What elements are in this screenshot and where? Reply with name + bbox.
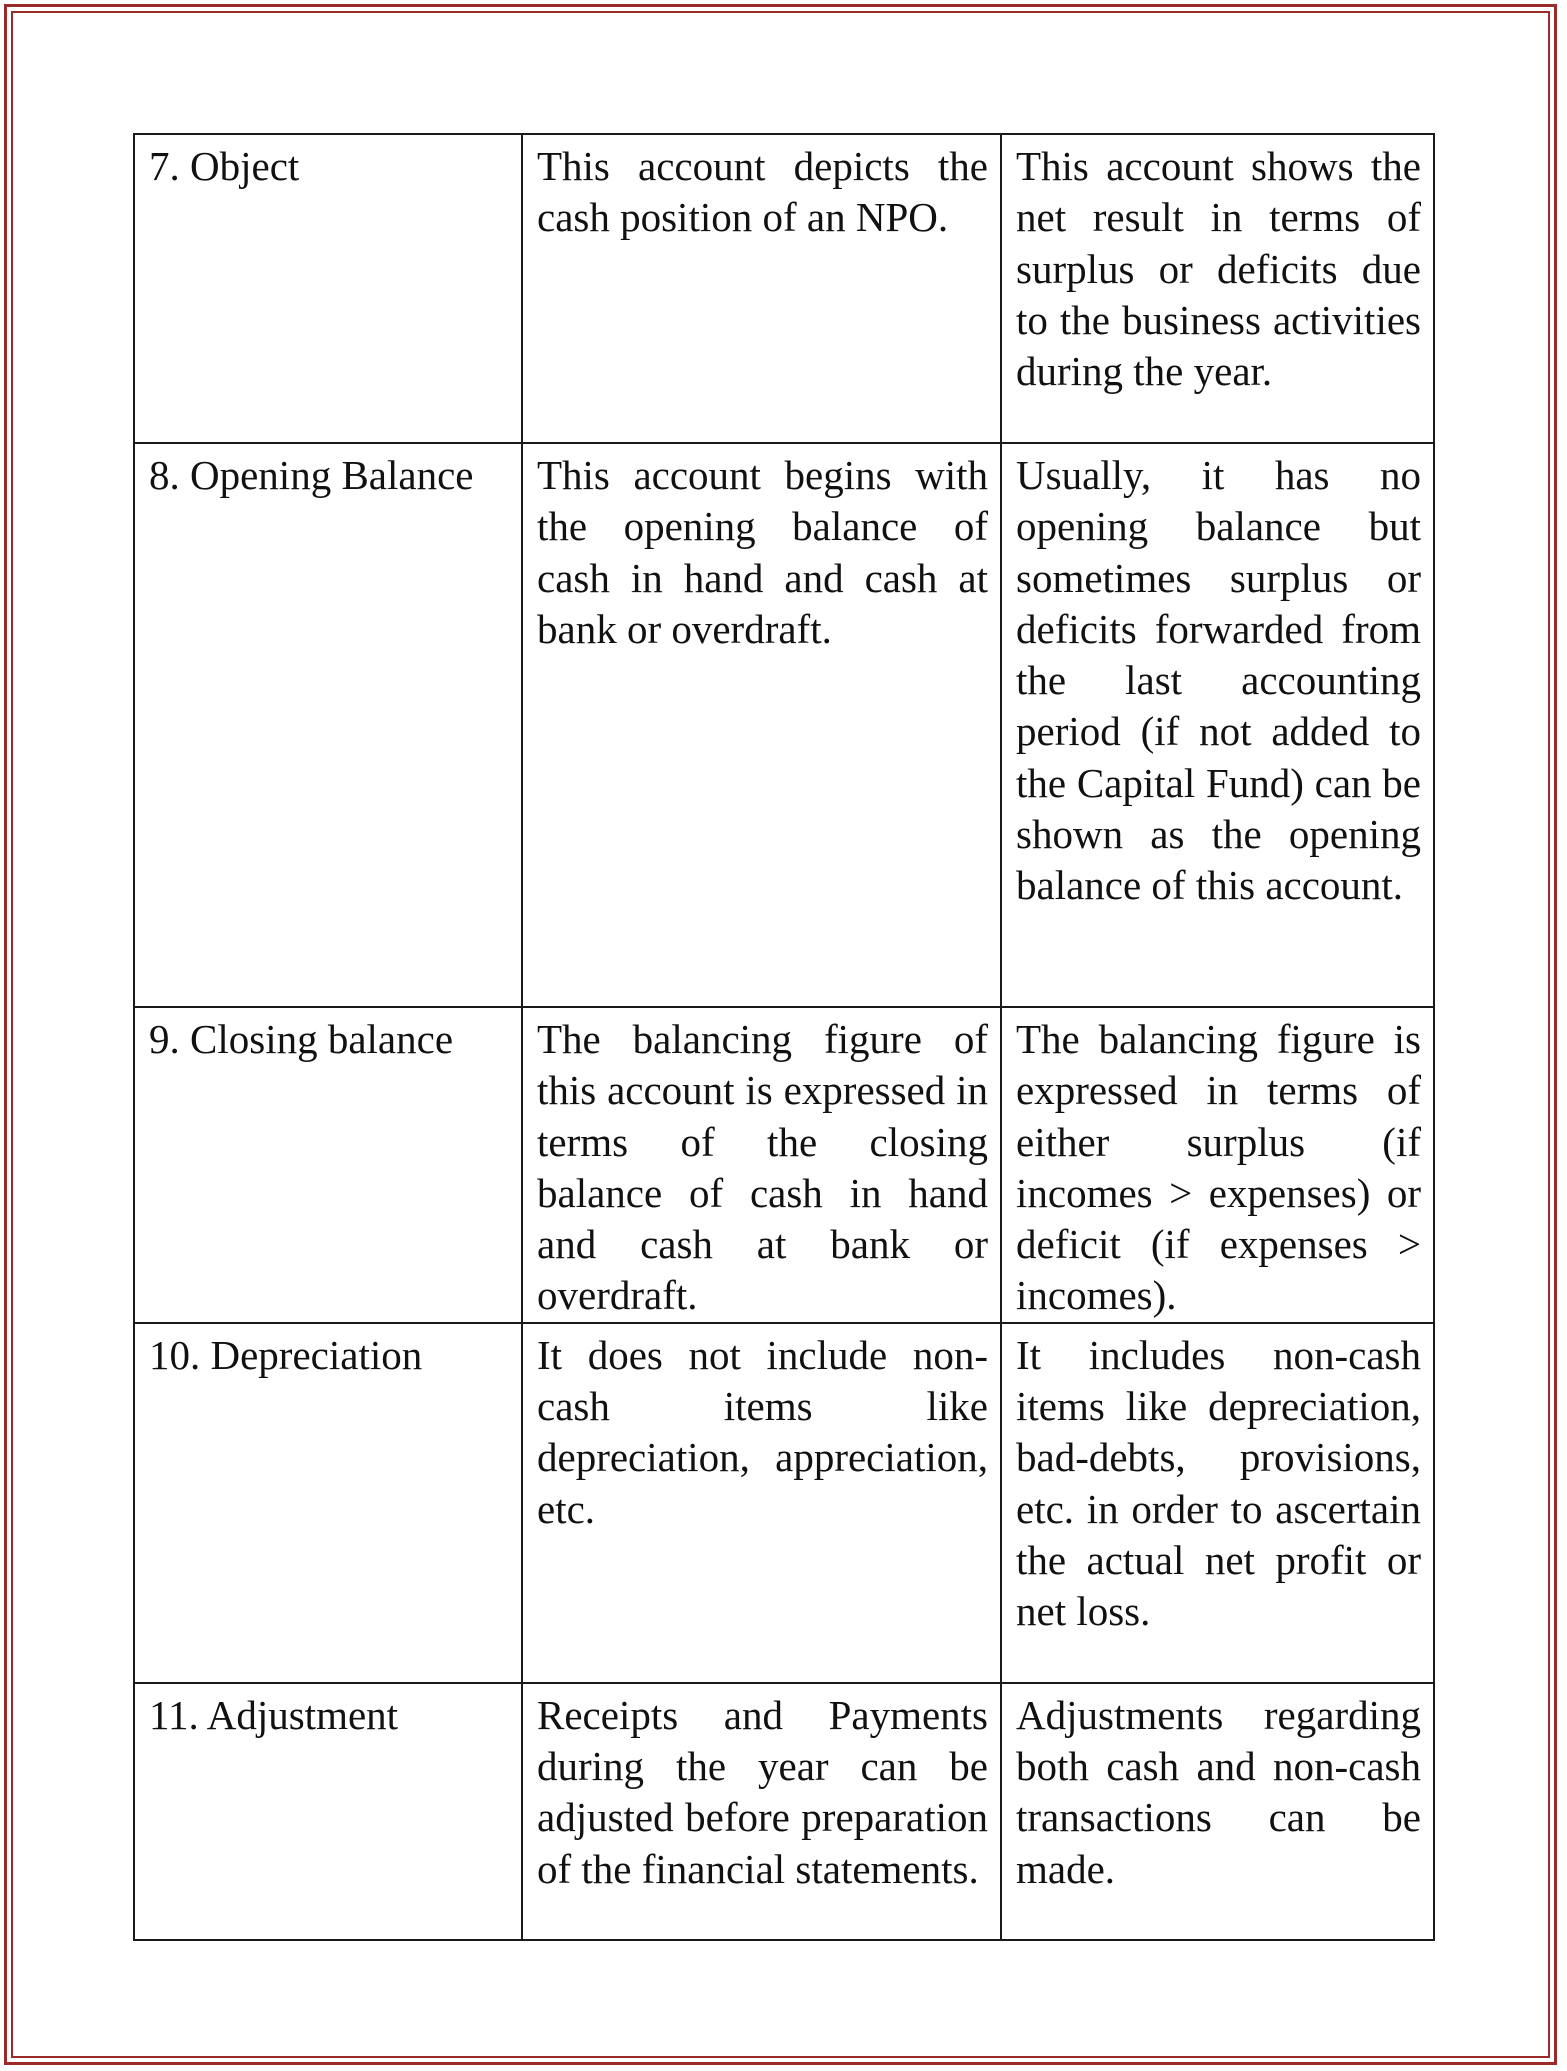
receipts-payments-cell: It does not include non-cash items like depreciation, appreciation, etc. [522,1323,1001,1683]
row-label: 7. Object [134,134,522,443]
income-expenditure-cell: Usually, it has no opening balance but sometimes surplus or deficits forwarded from the last accounting period (if not added to the Capital Fund) can be shown as the opening balance of this account. [1001,443,1434,1007]
table-row-depreciation [134,1323,1434,1683]
income-expenditure-cell: This account shows the net result in terms of surplus or deficits due to the business activities during the year. [1001,134,1434,443]
row-label: 9. Closing balance [134,1007,522,1323]
table-row-object [134,134,1434,443]
table-row-adjustment [134,1683,1434,1940]
table-row-closing-balance [134,1007,1434,1323]
receipts-payments-cell: This account depicts the cash position of an NPO. [522,134,1001,443]
row-label: 11. Adjustment [134,1683,522,1940]
comparison-table [133,133,1435,1941]
income-expenditure-cell: The balancing figure is expressed in terms of either surplus (if incomes > expenses) or deficit (if expenses > incomes). [1001,1007,1434,1323]
table-row-opening-balance [134,443,1434,1007]
row-label: 10. Depreciation [134,1323,522,1683]
receipts-payments-cell: This account begins with the opening balance of cash in hand and cash at bank or overdraft. [522,443,1001,1007]
receipts-payments-cell: The balancing figure of this account is expressed in terms of the closing balance of cash in hand and cash at bank or overdraft. [522,1007,1001,1323]
income-expenditure-cell: It includes non-cash items like depreciation, bad-debts, provisions, etc. in order to ascertain the actual net profit or net loss. [1001,1323,1434,1683]
row-label: 8. Opening Balance [134,443,522,1007]
income-expenditure-cell: Adjustments regarding both cash and non-cash transactions can be made. [1001,1683,1434,1940]
receipts-payments-cell: Receipts and Payments during the year can be adjusted before preparation of the financial statements. [522,1683,1001,1940]
